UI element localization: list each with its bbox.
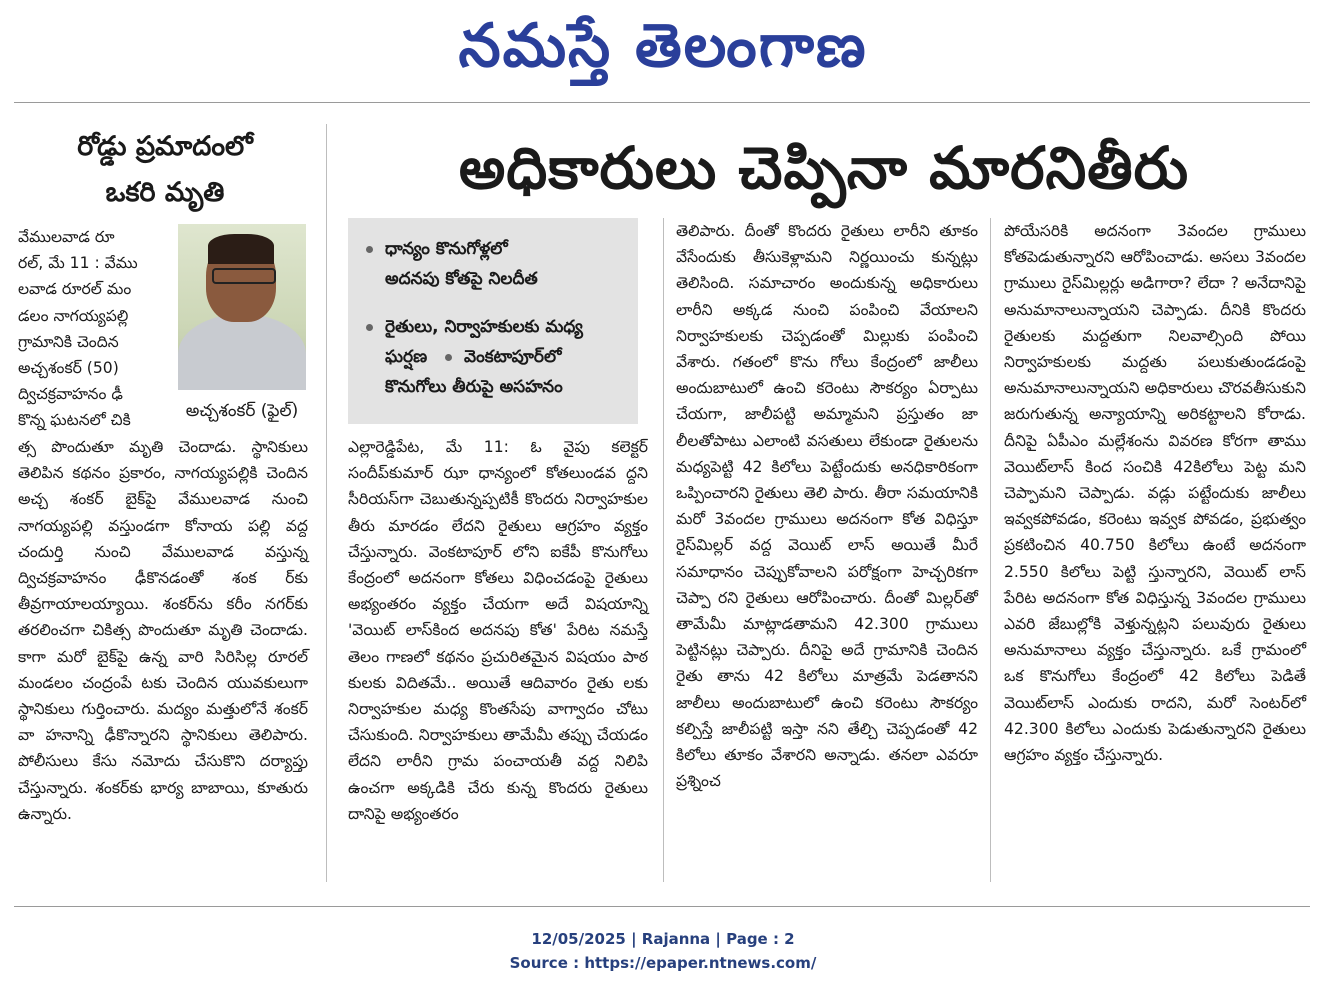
- newspaper-masthead: నమస్తే తెలంగాణ: [458, 11, 868, 81]
- main-story-column-2: [676, 218, 978, 794]
- source-link[interactable]: Source : https://epaper.ntnews.com/: [509, 954, 817, 972]
- footer-divider: [14, 906, 1310, 907]
- left-headline-line2: ఒకరి మృతి: [105, 177, 225, 208]
- reporter-photo: [178, 224, 306, 390]
- column-divider: [990, 218, 991, 882]
- main-headline: అధికారులు చెప్పినా మారనితీరు: [458, 134, 1190, 202]
- masthead-divider: [14, 102, 1310, 103]
- highlight-text: కొనుగోలు తీరుపై అసహనం: [385, 377, 563, 397]
- left-story-body: [18, 434, 308, 827]
- highlight-text: వెంకటాపూర్‌లో: [464, 347, 562, 367]
- highlight-item: [366, 234, 538, 294]
- edition-info: 12/05/2025 | Rajanna | Page : 2: [531, 930, 795, 948]
- main-story-column-3: [1004, 218, 1306, 768]
- main-story-paragraph: తెలిపారు. దీంతో కొందరు రైతులు లారీని తూకం వేసేందుకు తీసుకెళ్లామని నిర్ణయించు కున్నట్లు తెలిసింది. సమాచారం అందుకున్న అధికారులు లారీని అక్కడ నుంచి పంపించి వేయాలని నిర్వాహకులకు చెప్పడంతో మిల్లుకు పంపించి వేశారు. గతంలో కొను గోలు కేంద్రంలో జాలీలు అందుబాటులో ఉంచి కరెంటు సౌకర్యం ఏర్పాటు చేయగా, జాలీపట్టి అమ్మామని ప్రస్తుతం జా లీలతోపాటు ఎలాంటి వసతులు లేకుండా రైతులను మధ్యపెట్టి 42 కిలోలు పెట్టేందుకు అనధికారికంగా ఒప్పించారని రైతులు తెలి పారు. తీరా సమయానికి మరో 3వందల గ్రాములు అదనంగా కోత విధిస్తూ రైస్‌మిల్లర్ వద్ద వెయిట్ లాస్ అయితే మీరే సమాధానం చెప్పుకోవాలని పరోక్షంగా హెచ్చరికగా చెప్పా రని రైతులు ఆరోపించారు. దీంతో మిల్లర్‌తో తామేమీ మాట్లాడతామని 42.300 గ్రాములు పెట్టినట్లు చెప్పారు. దీనిపై అదే గ్రామానికి చెందిన రైతు తాను 42 కిలోలు మాత్రమే పెడతానని జాలీలు అందుబాటులో ఉంచి కరెంటు సౌకర్యం కల్పిస్తే జాలీపట్టి ఇస్తా నని తేల్చి చెప్పడంతో 42 కిలోలు తూకం వేశారని అన్నాడు. తనలా ఎవరూ ప్రశ్నించ: [676, 222, 978, 791]
- narrow-line: గ్రామానికి చెందిన: [18, 332, 119, 351]
- highlight-text: ధాన్యం కొనుగోళ్లలో: [385, 239, 508, 259]
- left-story-narrow-text: [18, 224, 168, 434]
- narrow-line: కొన్న ఘటనలో చికి: [18, 411, 131, 430]
- narrow-line: వేములవాడ రూ: [18, 228, 115, 246]
- highlight-text: ఘర్షణ: [385, 347, 428, 367]
- highlights-box: [348, 218, 638, 424]
- highlight-text: రైతులు, నిర్వాహకులకు మధ్య: [385, 317, 583, 337]
- narrow-line: డలం నాగయ్యపల్లి: [18, 306, 129, 325]
- narrow-line: రల్, మే 11 : వేము: [18, 254, 138, 273]
- highlight-item: [366, 312, 583, 402]
- photo-hair-shape: [208, 234, 274, 264]
- left-headline-line1: రోడ్డు ప్రమాదంలో: [77, 131, 253, 162]
- highlight-text: అదనపు కోతపై నిలదీత: [385, 269, 538, 289]
- bullet-icon: [366, 324, 373, 331]
- photo-caption: అచ్చశంకర్ (ఫైల్): [185, 401, 299, 421]
- narrow-line: లవాడ రూరల్ మం: [18, 280, 132, 299]
- main-story-column-1: [348, 434, 648, 827]
- narrow-line: ద్విచక్రవాహనం ఢీ: [18, 385, 123, 404]
- photo-glasses-shape: [212, 268, 276, 284]
- column-divider: [326, 124, 327, 882]
- main-story-paragraph: పోయేసరికి అదనంగా 3వందల గ్రాములు కోతపెడుతున్నారని ఆరోపించాడు. అసలు 3వందల గ్రాములు రైస్‌మిల్లర్లు అడిగారా? లేదా ? అనేదానిపై అనుమానాలున్నాయని చెప్పాడు. దీనికి కొందరు రైతులకు మద్దతుగా నిలవాల్సింది పోయి నిర్వాహకులకు మద్దతు పలుకుతుండడంపై అనుమానాలున్నాయని అధికారులు చొరవతీసుకుని జరుగుతున్న అన్యాయాన్ని అరికట్టాలని కోరాడు. దీనిపై ఏపీఎం మల్లేశంను వివరణ కోరగా తాము వెయిట్‌లాస్ కింద సంచికి 42కిలోలు పెట్ట మని చెప్పామని చెప్పాడు. వడ్లు పట్టేందుకు జాలీలు ఇవ్వకపోవడం, కరెంటు ఇవ్వక పోవడం, ప్రభుత్వం ప్రకటించిన 40.750 కిలోలు ఉంటే అదనంగా 2.550 కిలోలు పెట్టి స్తున్నారని, వెయిట్ లాస్ పేరిట అదనంగా కోత విధిస్తున్న 3వందల గ్రాములు ఎవరి జేబుల్లోకి వెళ్తున్నట్లని పలువురు రైతులు అనుమానాలు వ్యక్తం చేస్తున్నారు. ఒకే గ్రామంలో ఒక కొనుగోలు కేంద్రంలో 42 కిలోలు పెడితే వెయిట్‌లాస్ ఎందుకు రాదని, మరో సెంటర్‌లో 42.300 కిలోలు ఎందుకు పెడుతున్నారని రైతులు ఆగ్రహం వ్యక్తం చేస్తున్నారు.: [1004, 222, 1306, 765]
- narrow-line: అచ్చశంకర్ (50): [18, 359, 119, 378]
- column-divider: [663, 218, 664, 882]
- photo-body-shape: [178, 314, 306, 390]
- left-story-headline: [18, 124, 312, 216]
- bullet-icon: [445, 354, 452, 361]
- left-story-paragraph: త్స పొందుతూ మృతి చెందాడు. స్థానికులు తెలిపిన కథనం ప్రకారం, నాగయ్యపల్లికి చెందిన అచ్చ శంకర్ బైక్‌పై వేములవాడ నుంచి నాగయ్యపల్లి వస్తుండగా కోనాయ పల్లి వద్ద చందుర్తి నుంచి వేములవాడ వస్తున్న ద్విచక్రవాహనం ఢీకొనడంతో శంక ర్‌కు తీవ్రగాయాలయ్యాయి. శంకర్‌ను కరీం నగర్‌కు తరలించగా చికిత్స పొందుతూ మృతి చెందాడు. కాగా మరో బైక్‌పై ఉన్న వారి సిరిసిల్ల రూరల్ మండలం చంద్రంపే టకు చెందిన యువకులుగా స్థానికులు గుర్తించారు. మద్యం మత్తులోనే శంకర్ వా హనాన్ని ఢీకొన్నారని స్థానికులు తెలిపారు. పోలీసులు కేసు నమోదు చేసుకొని దర్యాప్తు చేస్తున్నారు. శంకర్‌కు భార్య బాబాయి, కూతురు ఉన్నారు.: [18, 438, 308, 823]
- bullet-icon: [366, 246, 373, 253]
- main-story-paragraph: ఎల్లారెడ్డిపేట, మే 11: ఓ వైపు కలెక్టర్ సందీప్‌కుమార్ ఝా ధాన్యంలో కోతలుండవ ద్దని సీరియస్‌గా చెబుతున్నప్పటికీ కొందరు నిర్వాహకుల తీరు మారడం లేదని రైతులు ఆగ్రహం వ్యక్తం చేస్తున్నారు. వెంకటాపూర్ లోని ఐకేపీ కొనుగోలు కేంద్రంలో అదనంగా కోతలు విధించడంపై రైతులు అభ్యంతరం వ్యక్తం చేయగా అదే విషయాన్ని 'వెయిట్ లాస్‌కింద అదనపు కోత' పేరిట నమస్తే తెలం గాణలో కథనం ప్రచురితమైన విషయం పాఠ కులకు విదితమే.. అయితే ఆదివారం రైతు లకు నిర్వాహకుల మధ్య కొంతసేపు వాగ్వాదం చోటు చేసుకుంది. నిర్వాహకులు తామేమీ తప్పు చేయడం లేదని లారీని గ్రామ పంచాయతీ వద్ద నిలిపి ఉంచగా అక్కడికి చేరు కున్న కొందరు రైతులు దానిపై అభ్యంతరం: [348, 438, 648, 823]
